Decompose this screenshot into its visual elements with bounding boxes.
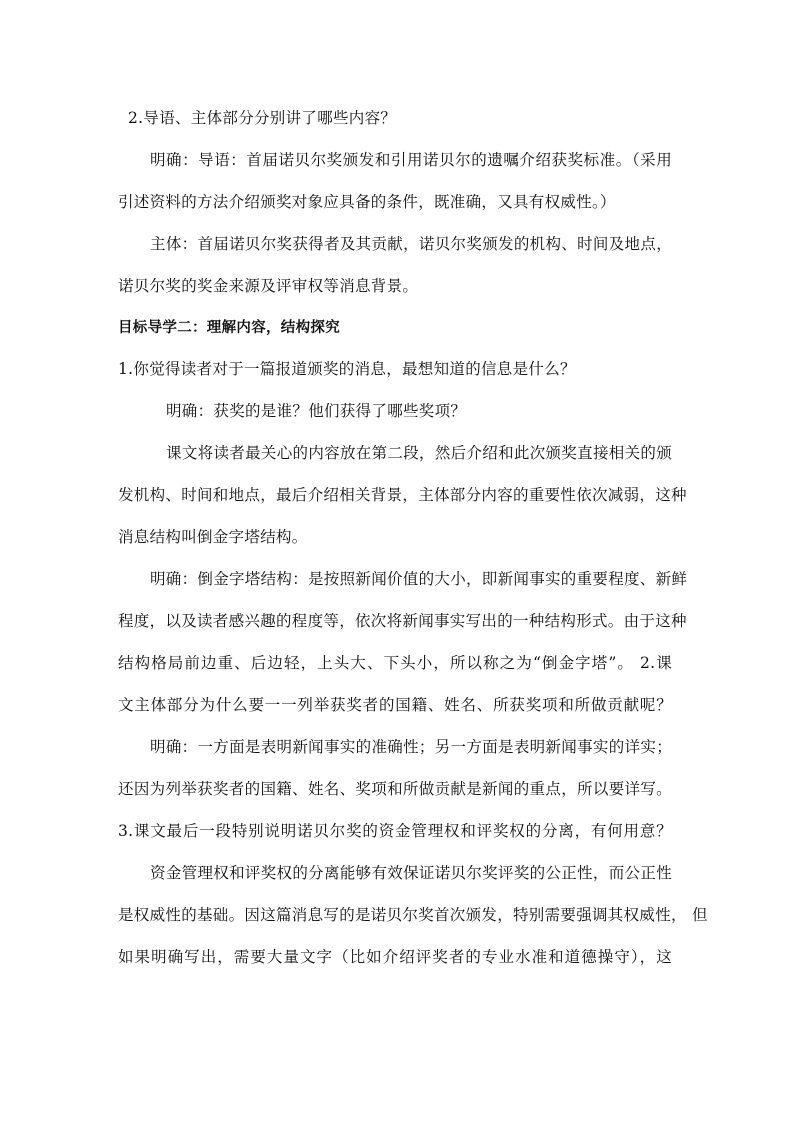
answer-q2b-line-1: 明确：一方面是表明新闻事实的准确性；另一方面是表明新闻事实的详实； — [150, 738, 672, 756]
paragraph-structure-line-1: 课文将读者最关心的内容放在第二段，然后介绍和此次颁奖直接相关的颁 — [166, 444, 672, 462]
paragraph-structure-line-3: 消息结构叫倒金字塔结构。 — [118, 528, 308, 546]
answer-intro-line-1: 明确：导语：首届诺贝尔奖颁发和引用诺贝尔的遗嘱介绍获奖标准。（采用 — [150, 151, 672, 169]
paragraph-structure-line-2: 发机构、时间和地点，最后介绍相关背景，主体部分内容的重要性依次减弱，这种 — [118, 486, 687, 504]
answer-q3-line-2: 是权威性的基础。因这篇消息写的是诺贝尔奖首次颁发，特别需要强调其权威性， 但 — [118, 906, 708, 924]
answer-pyramid-line-3: 结构格局前边重、后边轻，上头大、下头小，所以称之为“倒金字塔”。 2.课 — [118, 654, 672, 672]
answer-q2b-line-2: 还因为列举获奖者的国籍、姓名、奖项和所做贡献是新闻的重点，所以要详写。 — [118, 780, 672, 798]
question-2-heading: 2.导语、主体部分分别讲了哪些内容？ — [128, 109, 397, 127]
answer-intro-line-2: 引述资料的方法介绍颁奖对象应具备的条件，既准确，又具有权威性。） — [118, 193, 616, 211]
question-1: 1.你觉得读者对于一篇报道颁奖的消息，最想知道的信息是什么？ — [118, 360, 576, 378]
answer-body-line-1: 主体：首届诺贝尔奖获得者及其贡献，诺贝尔奖颁发的机构、时间及地点， — [150, 235, 672, 253]
answer-pyramid-line-1: 明确：倒金字塔结构：是按照新闻价值的大小，即新闻事实的重要程度、新鲜 — [150, 570, 688, 588]
answer-q1: 明确：获奖的是谁？他们获得了哪些奖项？ — [166, 402, 467, 420]
question-2b-line: 文主体部分为什么要一一列举获奖者的国籍、姓名、所获奖项和所做贡献呢？ — [118, 696, 672, 714]
answer-q3-line-1: 资金管理权和评奖权的分离能够有效保证诺贝尔奖评奖的公正性，而公正性 — [150, 864, 672, 882]
question-3: 3.课文最后一段特别说明诺贝尔奖的资金管理权和评奖权的分离，有何用意？ — [118, 822, 672, 840]
answer-pyramid-line-2: 程度，以及读者感兴趣的程度等，依次将新闻事实写出的一种结构形式。由于这种 — [118, 612, 687, 630]
answer-body-line-2: 诺贝尔奖的奖金来源及评审权等消息背景。 — [118, 277, 419, 295]
answer-q3-line-3: 如果明确写出，需要大量文字（比如介绍评奖者的专业水准和道德操守），这 — [118, 948, 672, 966]
section-heading-goal-2: 目标导学二：理解内容，结构探究 — [118, 320, 340, 336]
